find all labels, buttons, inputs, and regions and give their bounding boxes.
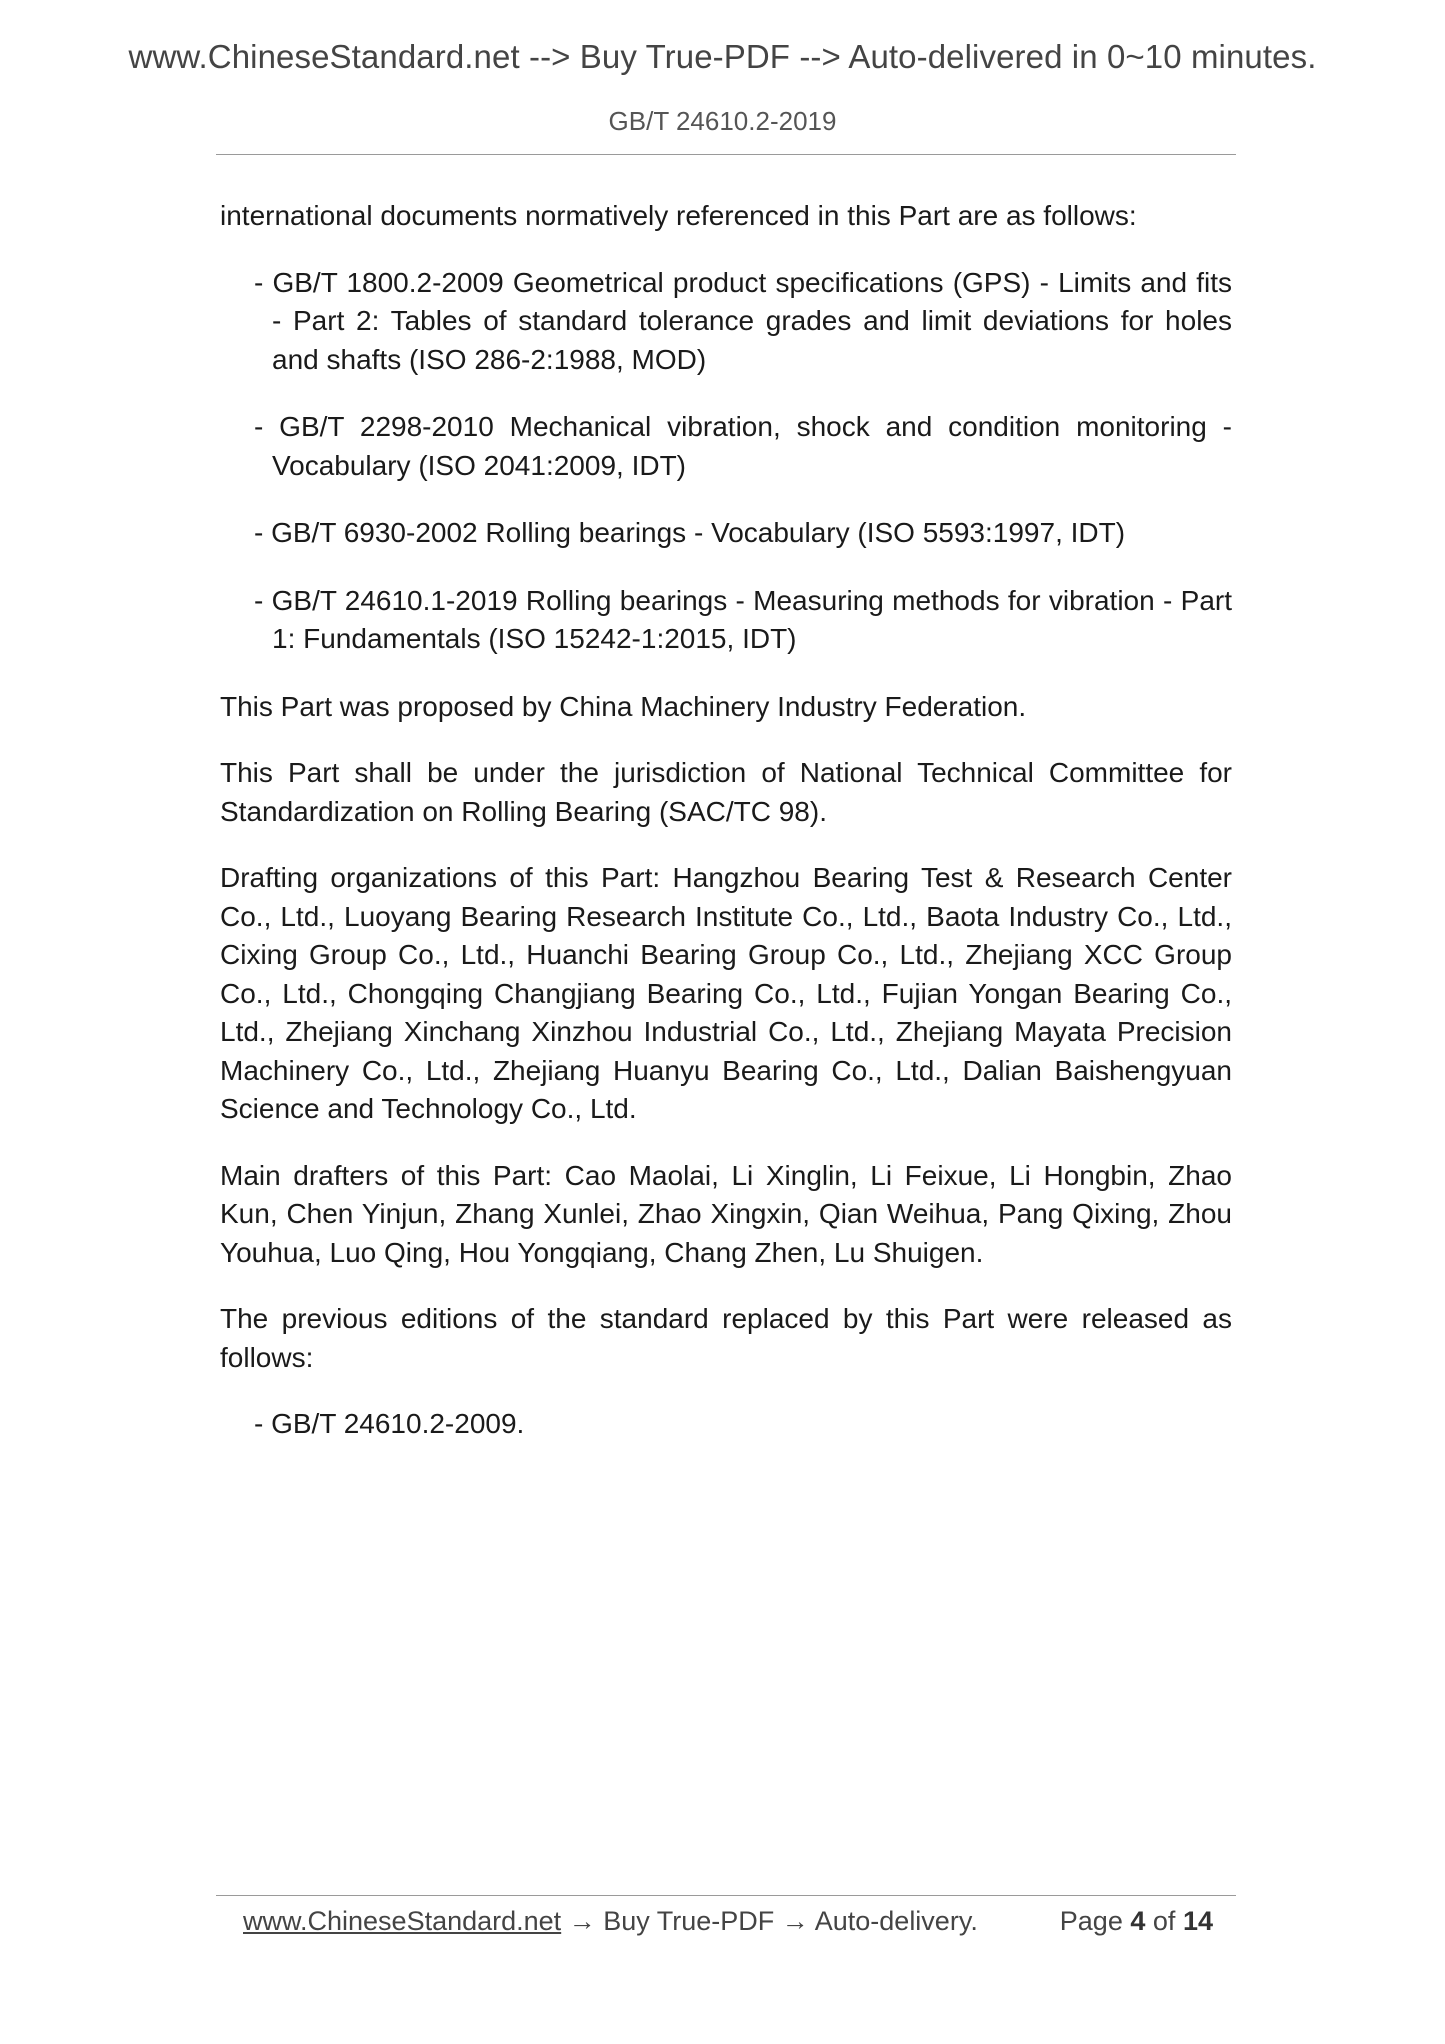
top-banner: www.ChineseStandard.net --> Buy True-PDF --> Auto-delivered in 0~10 minutes. — [128, 38, 1317, 75]
page-indicator — [1060, 1906, 1213, 1937]
of-label: of — [1152, 1906, 1176, 1936]
drafting-organizations-paragraph: Drafting organizations of this Part: Hangzhou Bearing Test & Research Center Co., Ltd., Luoyang Bearing Research Institute Co., Ltd., Baota Industry Co., Ltd., Cixing Group Co., Ltd., Huanchi Bearing Group Co., Ltd., Zhejiang XCC Group Co., Ltd., Chongqing Changjiang Bearing Co., Ltd., Fujian Yongan Bearing Co., Ltd., Zhejiang Xinchang Xinzhou Industrial Co., Ltd., Zhejiang Mayata Precision Machinery Co., Ltd., Zhejiang Huanyu Bearing Co., Ltd., Dalian Baishengyuan Science and Technology Co., Ltd. — [220, 862, 1232, 1124]
proposed-by-paragraph: This Part was proposed by China Machinery Industry Federation. — [220, 690, 1027, 722]
page-footer — [243, 1906, 1213, 1946]
footer-links — [243, 1906, 978, 1937]
normative-references-list — [220, 264, 1232, 659]
jurisdiction-paragraph: This Part shall be under the jurisdiction of National Technical Committee for Standardization on Rolling Bearing (SAC/TC 98). — [220, 757, 1232, 827]
footer-tagline: → Buy True-PDF → Auto-delivery. — [561, 1906, 978, 1936]
previous-editions-paragraph: The previous editions of the standard replaced by this Part were released as follows: — [220, 1303, 1232, 1373]
standard-code-header: GB/T 24610.2-2019 — [608, 106, 837, 136]
intro-paragraph: international documents normatively referenced in this Part are as follows: — [220, 200, 1137, 231]
main-drafters-paragraph: Main drafters of this Part: Cao Maolai, Li Xinglin, Li Feixue, Li Hongbin, Zhao Kun, Chen Yinjun, Zhang Xunlei, Zhao Xingxin, Qian Weihua, Pang Qixing, Zhou Youhua, Luo Qing, Hou Yongqiang, Chang Zhen, Lu Shuigen. — [220, 1159, 1232, 1268]
footer-site-link[interactable]: www.ChineseStandard.net — [243, 1906, 562, 1936]
total-pages: 14 — [1182, 1906, 1213, 1936]
footer-divider — [216, 1895, 1236, 1896]
reference-item: - GB/T 2298-2010 Mechanical vibration, shock and condition monitoring - Vocabulary (ISO 2041:2009, IDT) — [254, 411, 1232, 481]
page-label: Page — [1059, 1906, 1123, 1936]
document-body — [220, 197, 1232, 1473]
reference-item: - GB/T 1800.2-2009 Geometrical product specifications (GPS) - Limits and fits - Part 2: Tables of standard tolerance grades and limit deviations for holes and shafts (ISO 286-2:1988, MOD) — [254, 266, 1232, 375]
previous-edition-item: - GB/T 24610.2-2009. — [254, 1408, 525, 1439]
page-number: 4 — [1130, 1906, 1146, 1936]
header-divider — [216, 154, 1236, 155]
reference-item: - GB/T 6930-2002 Rolling bearings - Vocabulary (ISO 5593:1997, IDT) — [254, 517, 1126, 548]
previous-editions-list — [220, 1405, 1232, 1444]
reference-item: - GB/T 24610.1-2019 Rolling bearings - Measuring methods for vibration - Part 1: Fundamentals (ISO 15242-1:2015, IDT) — [254, 584, 1232, 654]
